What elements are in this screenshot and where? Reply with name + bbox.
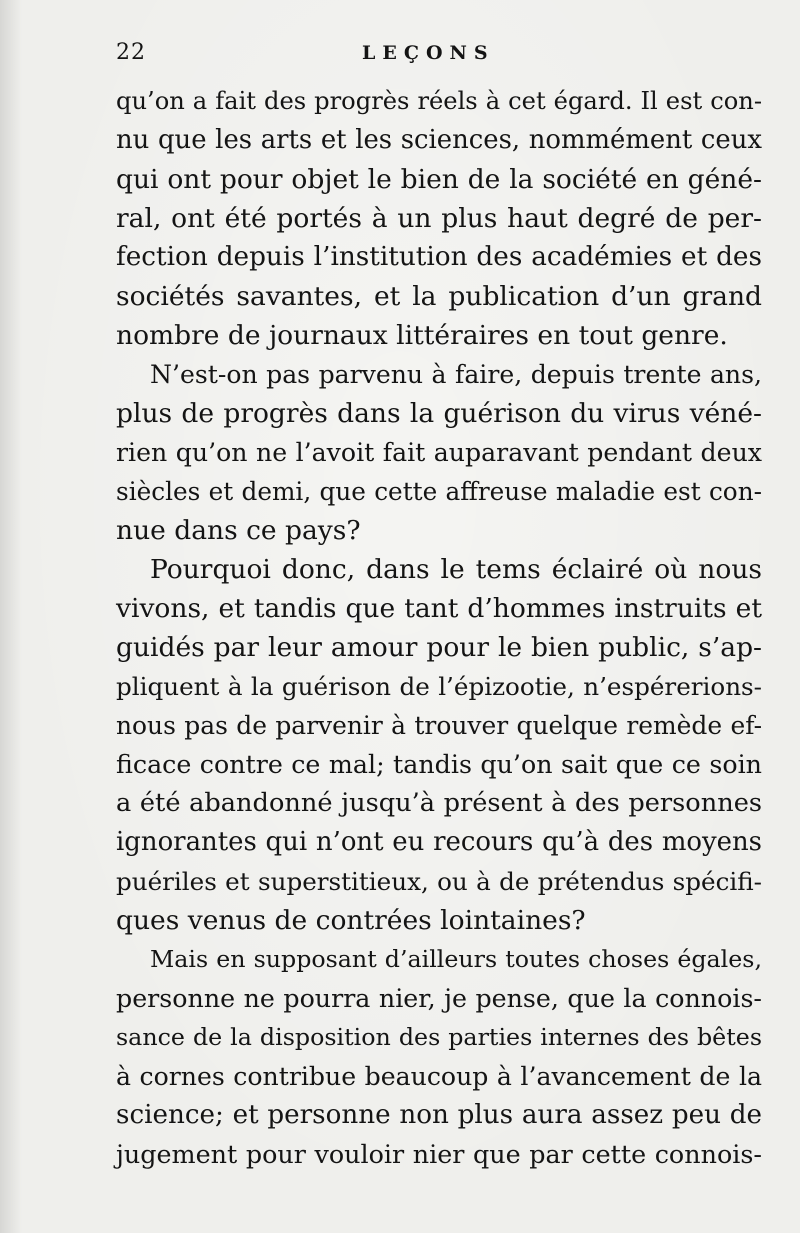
text-line: nous pas de parvenir à trouver quelque remède ef-	[116, 711, 762, 740]
text-line: à cornes contribue beaucoup à l’avancement de la	[116, 1062, 762, 1091]
text-line: qui ont pour objet le bien de la société en géné-	[116, 164, 762, 195]
text-line: ignorantes qui n’ont eu recours qu’à des moyens	[116, 827, 762, 857]
paragraph	[116, 550, 762, 940]
text-line: nu que les arts et les sciences, nommément ceux	[116, 125, 762, 155]
text-line: sociétés savantes, et la publication d’un grand	[116, 281, 762, 312]
running-head: LEÇONS	[362, 42, 495, 64]
text-line: nombre de journaux littéraires en tout genre.	[116, 320, 728, 351]
text-line: guidés par leur amour pour le bien public, s’ap-	[116, 632, 762, 663]
page-gutter-shadow	[0, 0, 22, 1233]
text-line: qu’on a fait des progrès réels à cet égard. Il est con-	[116, 87, 762, 115]
text-line: puériles et superstitieux, ou à de prétendus spécifi-	[116, 867, 762, 896]
text-line: ral, ont été portés à un plus haut degré de per-	[116, 203, 762, 234]
text-line: siècles et demi, que cette affreuse maladie est con-	[116, 477, 762, 506]
page-header	[116, 40, 776, 76]
text-line: vivons, et tandis que tant d’hommes instruits et	[116, 593, 762, 624]
body-text	[116, 82, 762, 1174]
text-line: rien qu’on ne l’avoit fait auparavant pendant deux	[116, 438, 762, 467]
text-line: fection depuis l’institution des académies et des	[116, 242, 762, 272]
text-line: personne ne pourra nier, je pense, que la connois-	[116, 983, 762, 1013]
text-line: Pourquoi donc, dans le tems éclairé où nous	[150, 554, 762, 585]
text-line: a été abandonné jusqu’à présent à des personnes	[116, 788, 762, 818]
paragraph	[116, 940, 762, 1174]
text-line: sance de la disposition des parties internes des bêtes	[116, 1023, 762, 1051]
text-line: Mais en supposant d’ailleurs toutes choses égales,	[150, 945, 762, 973]
text-line: pliquent à la guérison de l’épizootie, n’espérerions-	[116, 672, 762, 701]
text-line: nue dans ce pays?	[116, 515, 361, 546]
paragraph	[116, 355, 762, 550]
page-number: 22	[116, 40, 146, 65]
text-line: plus de progrès dans la guérison du virus véné-	[116, 398, 762, 429]
text-line: ques venus de contrées lointaines?	[116, 905, 586, 936]
text-line: ficace contre ce mal; tandis qu’on sait que ce soin	[116, 749, 762, 779]
paragraph	[116, 82, 762, 355]
text-line: jugement pour vouloir nier que par cette connois-	[116, 1139, 762, 1169]
text-line: science; et personne non plus aura assez peu de	[116, 1100, 762, 1130]
text-line: N’est-on pas parvenu à faire, depuis trente ans,	[150, 360, 762, 389]
